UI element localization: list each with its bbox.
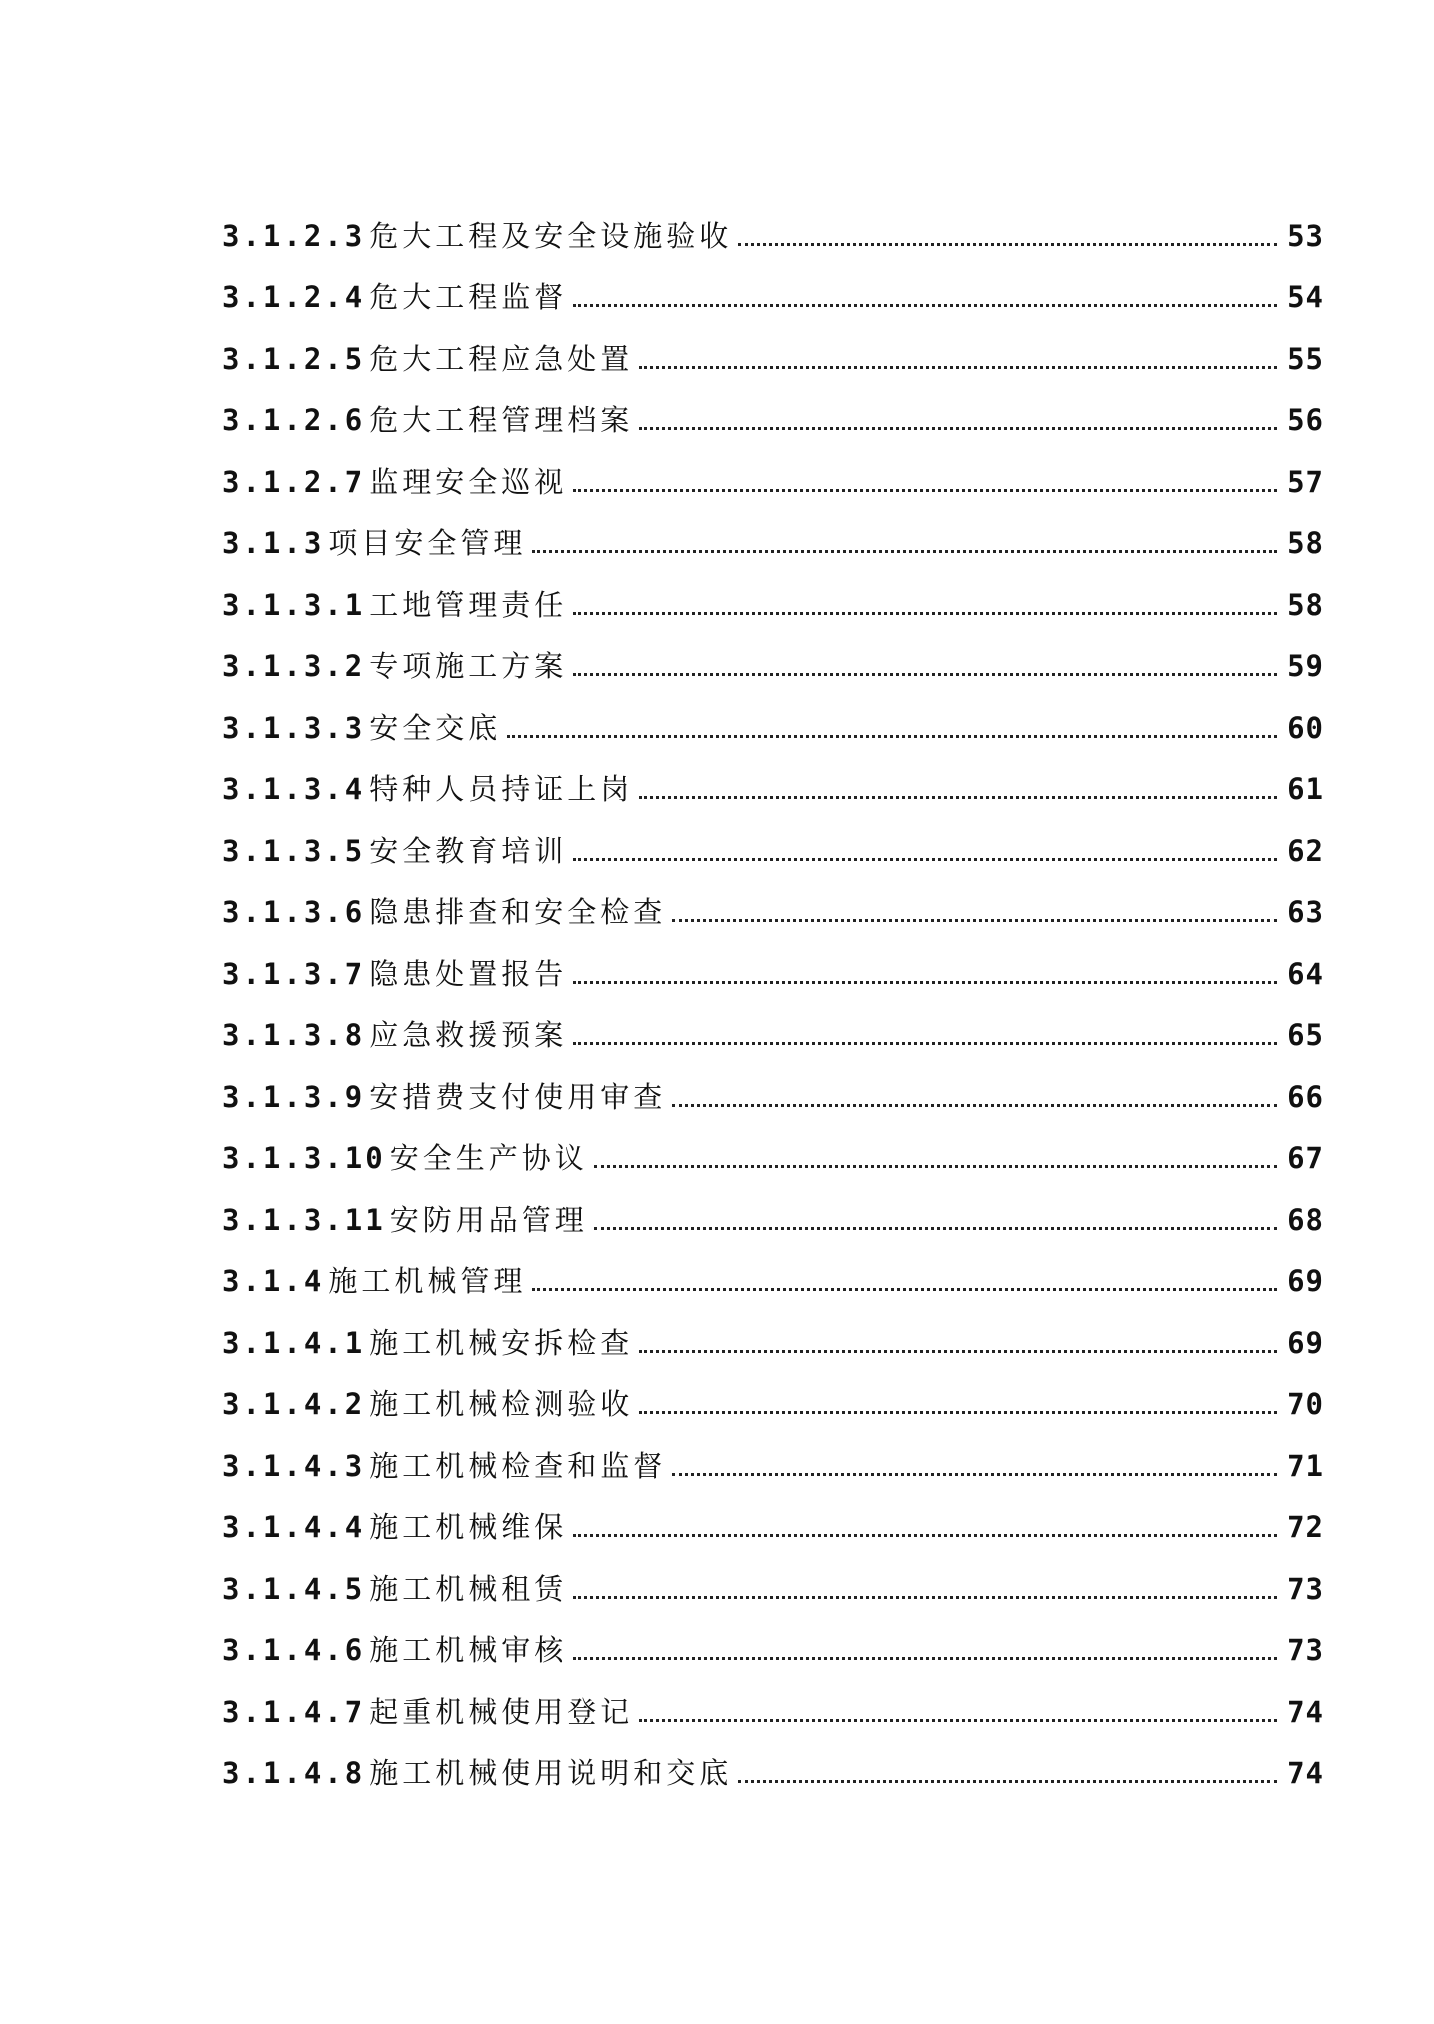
toc-entry-number: 3.1.3.3 bbox=[222, 710, 366, 745]
toc-entry-title: 危大工程监督 bbox=[369, 280, 568, 314]
toc-entry[interactable] bbox=[222, 1621, 1324, 1683]
toc-entry-number: 3.1.3 bbox=[222, 526, 325, 560]
toc-entry[interactable] bbox=[222, 575, 1324, 637]
toc-entry[interactable] bbox=[222, 268, 1324, 330]
toc-entry[interactable] bbox=[222, 1067, 1324, 1129]
toc-entry[interactable] bbox=[222, 1682, 1324, 1744]
toc-entry-page: 64 bbox=[1287, 956, 1324, 991]
dot-leader bbox=[507, 735, 1277, 738]
toc-entry[interactable] bbox=[222, 1375, 1324, 1437]
dot-leader bbox=[573, 304, 1277, 307]
toc-entry-page: 73 bbox=[1287, 1633, 1324, 1667]
toc-entry-title: 监理安全巡视 bbox=[369, 464, 568, 499]
toc-entry-page: 55 bbox=[1287, 341, 1324, 376]
dot-leader bbox=[639, 796, 1277, 799]
toc-entry-title: 施工机械审核 bbox=[369, 1633, 568, 1667]
toc-entry-page: 63 bbox=[1287, 895, 1324, 929]
dot-leader bbox=[738, 243, 1277, 246]
toc-entry[interactable] bbox=[222, 206, 1324, 268]
toc-entry-number: 3.1.4.7 bbox=[222, 1694, 366, 1729]
dot-leader bbox=[639, 1719, 1277, 1722]
toc-entry-page: 57 bbox=[1287, 464, 1324, 499]
toc-entry-title: 危大工程及安全设施验收 bbox=[369, 218, 733, 253]
toc-entry[interactable] bbox=[222, 637, 1324, 699]
toc-entry-number: 3.1.4 bbox=[222, 1264, 325, 1298]
toc-entry-number: 3.1.3.5 bbox=[222, 833, 366, 868]
toc-entry-page: 72 bbox=[1287, 1510, 1324, 1544]
toc-entry-number: 3.1.2.3 bbox=[222, 218, 366, 253]
toc-entry-page: 67 bbox=[1287, 1141, 1324, 1175]
toc-entry-title: 安全教育培训 bbox=[369, 833, 568, 868]
toc-entry-title: 施工机械租赁 bbox=[369, 1571, 568, 1606]
toc-entry-number: 3.1.4.6 bbox=[222, 1633, 366, 1667]
toc-entry-number: 3.1.4.4 bbox=[222, 1510, 366, 1544]
toc-entry-title: 危大工程管理档案 bbox=[369, 403, 634, 437]
toc-entry-page: 69 bbox=[1287, 1325, 1324, 1360]
toc-entry-number: 3.1.4.8 bbox=[222, 1756, 366, 1790]
toc-entry-page: 66 bbox=[1287, 1079, 1324, 1114]
toc-entry-page: 62 bbox=[1287, 833, 1324, 868]
toc-entry[interactable] bbox=[222, 1129, 1324, 1191]
dot-leader bbox=[639, 1350, 1277, 1353]
toc-entry-page: 53 bbox=[1287, 218, 1324, 253]
toc-entry-number: 3.1.3.6 bbox=[222, 895, 366, 929]
toc-entry-title: 施工机械使用说明和交底 bbox=[369, 1756, 733, 1790]
toc-entry-title: 施工机械安拆检查 bbox=[369, 1325, 634, 1360]
toc-entry-number: 3.1.3.11 bbox=[222, 1202, 386, 1237]
toc-entry-page: 73 bbox=[1287, 1571, 1324, 1606]
toc-entry-title: 施工机械检测验收 bbox=[369, 1387, 634, 1421]
toc-entry-number: 3.1.2.7 bbox=[222, 464, 366, 499]
toc-entry-number: 3.1.2.5 bbox=[222, 341, 366, 376]
dot-leader bbox=[573, 673, 1277, 676]
toc-entry[interactable] bbox=[222, 1498, 1324, 1560]
table-of-contents bbox=[222, 206, 1324, 1805]
toc-entry[interactable] bbox=[222, 1744, 1324, 1806]
toc-entry-page: 65 bbox=[1287, 1018, 1324, 1052]
toc-entry[interactable] bbox=[222, 391, 1324, 453]
toc-entry-number: 3.1.3.10 bbox=[222, 1141, 386, 1175]
toc-entry[interactable] bbox=[222, 698, 1324, 760]
toc-entry-page: 70 bbox=[1287, 1387, 1324, 1421]
toc-entry-title: 专项施工方案 bbox=[369, 649, 568, 683]
dot-leader bbox=[639, 427, 1277, 430]
dot-leader bbox=[573, 612, 1277, 615]
toc-entry[interactable] bbox=[222, 1252, 1324, 1314]
toc-entry-number: 3.1.3.8 bbox=[222, 1018, 366, 1052]
toc-entry[interactable] bbox=[222, 1313, 1324, 1375]
toc-entry-title: 安防用品管理 bbox=[389, 1202, 588, 1237]
dot-leader bbox=[573, 858, 1277, 861]
toc-entry[interactable] bbox=[222, 883, 1324, 945]
toc-entry-page: 58 bbox=[1287, 587, 1324, 622]
toc-entry-number: 3.1.3.7 bbox=[222, 956, 366, 991]
dot-leader bbox=[573, 1042, 1277, 1045]
dot-leader bbox=[672, 1473, 1277, 1476]
toc-entry-title: 施工机械检查和监督 bbox=[369, 1448, 667, 1483]
toc-entry-page: 58 bbox=[1287, 526, 1324, 560]
dot-leader bbox=[573, 489, 1277, 492]
toc-entry-title: 特种人员持证上岗 bbox=[369, 772, 634, 806]
dot-leader bbox=[573, 1657, 1277, 1660]
toc-entry-number: 3.1.3.4 bbox=[222, 772, 366, 806]
toc-entry-page: 71 bbox=[1287, 1448, 1324, 1483]
toc-entry-title: 隐患处置报告 bbox=[369, 956, 568, 991]
toc-entry-page: 60 bbox=[1287, 710, 1324, 745]
toc-entry-number: 3.1.2.6 bbox=[222, 403, 366, 437]
dot-leader bbox=[738, 1780, 1277, 1783]
toc-entry-page: 56 bbox=[1287, 403, 1324, 437]
toc-entry-page: 68 bbox=[1287, 1202, 1324, 1237]
toc-entry-title: 危大工程应急处置 bbox=[369, 341, 634, 376]
dot-leader bbox=[532, 1288, 1277, 1291]
toc-entry[interactable] bbox=[222, 1436, 1324, 1498]
toc-entry-title: 安措费支付使用审查 bbox=[369, 1079, 667, 1114]
toc-entry-title: 应急救援预案 bbox=[369, 1018, 568, 1052]
toc-entry[interactable] bbox=[222, 1006, 1324, 1068]
dot-leader bbox=[573, 1534, 1277, 1537]
dot-leader bbox=[672, 919, 1277, 922]
toc-entry-number: 3.1.3.9 bbox=[222, 1079, 366, 1114]
toc-entry-number: 3.1.4.2 bbox=[222, 1387, 366, 1421]
toc-entry-title: 施工机械维保 bbox=[369, 1510, 568, 1544]
dot-leader bbox=[573, 981, 1277, 984]
toc-entry[interactable] bbox=[222, 1190, 1324, 1252]
toc-entry-page: 69 bbox=[1287, 1264, 1324, 1298]
toc-entry[interactable] bbox=[222, 514, 1324, 576]
toc-entry-page: 74 bbox=[1287, 1694, 1324, 1729]
toc-entry-number: 3.1.4.1 bbox=[222, 1325, 366, 1360]
dot-leader bbox=[594, 1165, 1277, 1168]
toc-entry[interactable] bbox=[222, 944, 1324, 1006]
toc-entry-number: 3.1.4.5 bbox=[222, 1571, 366, 1606]
toc-entry-page: 74 bbox=[1287, 1756, 1324, 1790]
toc-entry-number: 3.1.3.1 bbox=[222, 587, 366, 622]
toc-entry-title: 安全交底 bbox=[369, 710, 502, 745]
toc-entry-title: 项目安全管理 bbox=[328, 526, 527, 560]
toc-entry-title: 安全生产协议 bbox=[389, 1141, 588, 1175]
dot-leader bbox=[639, 1411, 1277, 1414]
toc-entry[interactable] bbox=[222, 329, 1324, 391]
toc-entry-title: 起重机械使用登记 bbox=[369, 1694, 634, 1729]
toc-entry-page: 59 bbox=[1287, 649, 1324, 683]
toc-entry[interactable] bbox=[222, 821, 1324, 883]
dot-leader bbox=[594, 1227, 1277, 1230]
toc-entry-title: 工地管理责任 bbox=[369, 587, 568, 622]
toc-entry-number: 3.1.3.2 bbox=[222, 649, 366, 683]
toc-entry-page: 61 bbox=[1287, 772, 1324, 806]
toc-entry-page: 54 bbox=[1287, 280, 1324, 314]
toc-entry[interactable] bbox=[222, 452, 1324, 514]
toc-entry-title: 施工机械管理 bbox=[328, 1264, 527, 1298]
dot-leader bbox=[672, 1104, 1277, 1107]
toc-entry-title: 隐患排查和安全检查 bbox=[369, 895, 667, 929]
dot-leader bbox=[573, 1596, 1277, 1599]
toc-entry-number: 3.1.4.3 bbox=[222, 1448, 366, 1483]
toc-entry[interactable] bbox=[222, 760, 1324, 822]
toc-entry-number: 3.1.2.4 bbox=[222, 280, 366, 314]
dot-leader bbox=[639, 366, 1277, 369]
toc-entry[interactable] bbox=[222, 1559, 1324, 1621]
dot-leader bbox=[532, 550, 1277, 553]
